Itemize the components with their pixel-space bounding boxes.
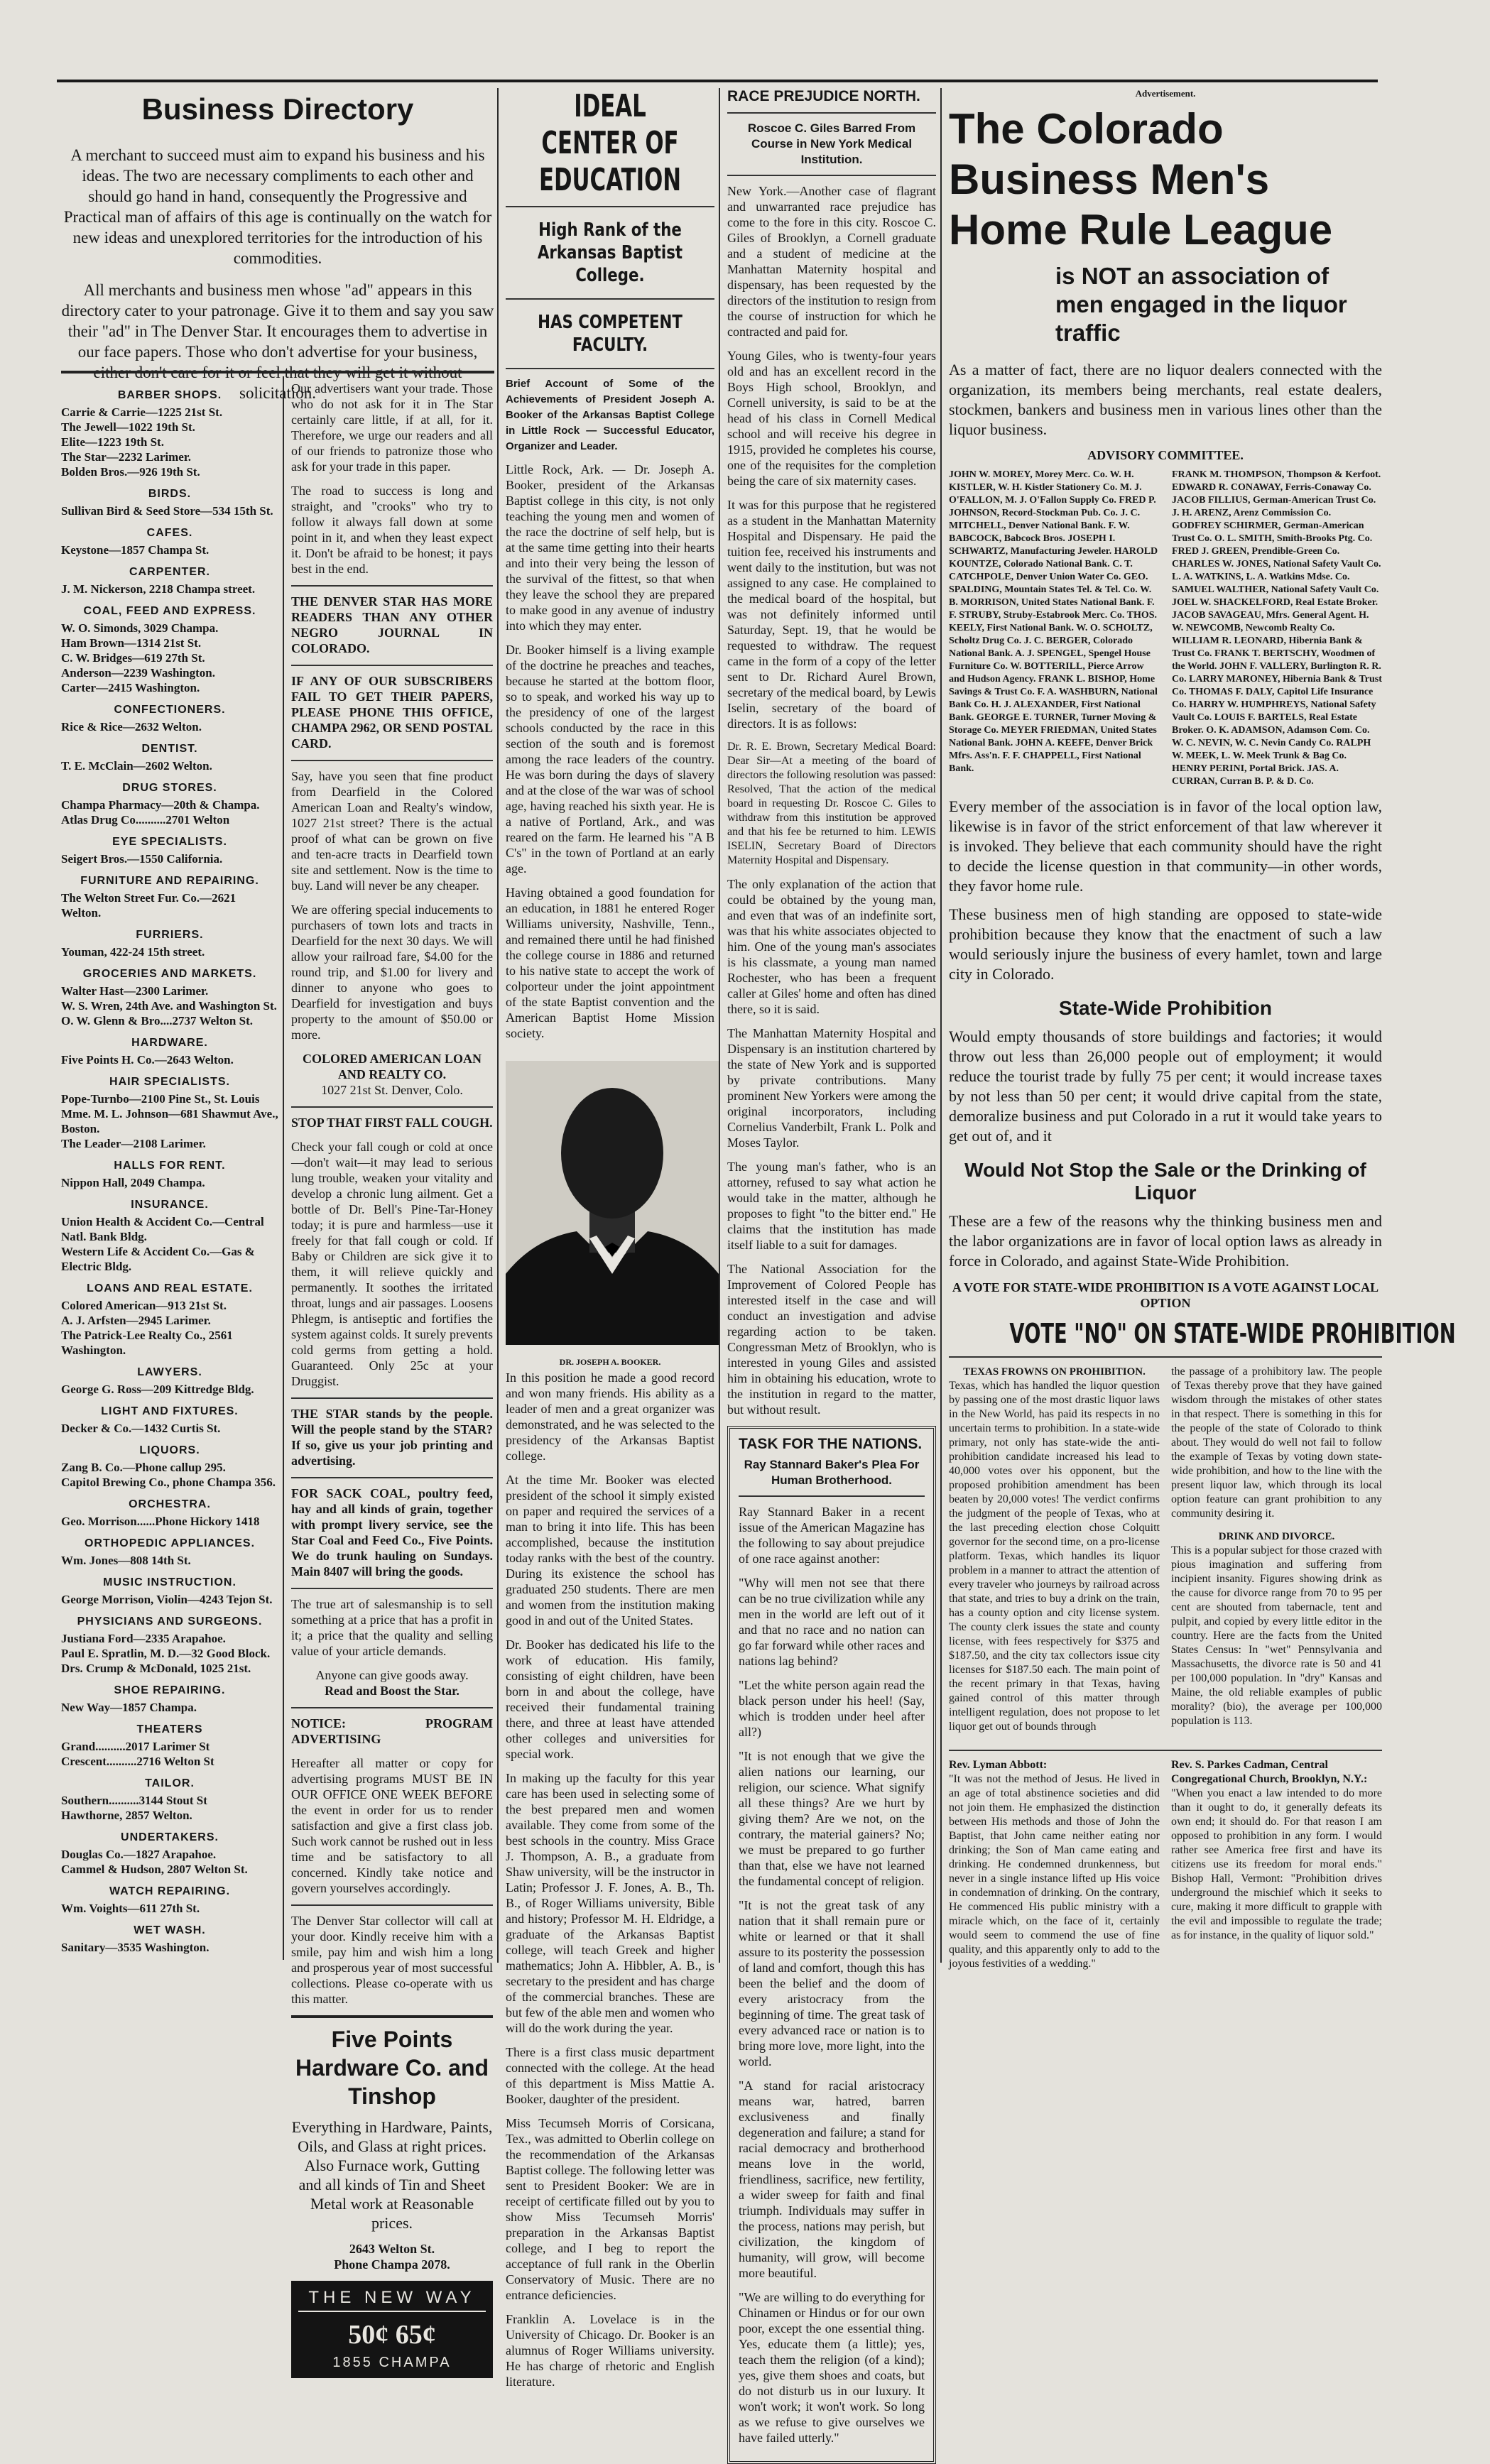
article-paragraph: It was for this purpose that he registered as a student in the Manhattan Maternity Hospital and Dispensary. He paid the tuition fee, received his instruments and went daily to the institution, but was not assigned to any case. He complained to the medical board of the hospital, but was not definitely informed until Saturday, Sept. 19, that he would be requested to withdraw. The request came in the form of a copy of the letter sent to Dr. Richard Aurel Brown, secretary of the medical board, by Lewis Iselin, secretary of the board of directors. It is as follows: [727, 498, 936, 731]
race-prejudice-column [727, 88, 936, 2445]
ideal-center-deck: Brief Account of Some of the Achievements of President Joseph A. Booker of the Arkansas Baptist College in Little Rock — Successful Educator, Organizer and Leader. [506, 378, 714, 452]
directory-entry: Walter Hast—2300 Larimer. [61, 984, 209, 998]
directory-entry: The Star—2232 Larimer. [61, 450, 192, 464]
new-way-prices: 50¢ 65¢ [348, 2320, 436, 2350]
notice-salesmanship: The true art of salesmanship is to sell something at a price that has a profit in it; a price that the quality and selling value of your article demands. [291, 1597, 493, 1658]
directory-category: PHYSICIANS AND SURGEONS. [77, 1615, 263, 1628]
divider [291, 1397, 493, 1399]
directory-category: ORTHOPEDIC APPLIANCES. [84, 1537, 256, 1549]
booker-portrait [506, 1061, 719, 1345]
business-directory-title: Business Directory [141, 92, 414, 126]
cough-body: Check your fall cough or cold at once—don't wait—it may lead to serious lung trouble, weaken your vitality and develop a chronic lung ailment. Get a bottle of Dr. Bell's Pine-Tar-Honey today; it is pure and harmless—use it freely for that fall cough or cold. If Baby or Children are sick give it to them, it will relieve quickly and permanently. It soothes the irritated throat, lungs and air passages. Loosens Phlegm, is antiseptic and fortifies the system against colds. It surely prevents cold germs from getting a hold. Guaranteed. Only 25c at your Druggist. [291, 1140, 493, 1388]
directory-entry: Capitol Brewing Co., phone Champa 356. [61, 1476, 276, 1489]
directory-entry: New Way—1857 Champa. [61, 1701, 197, 1714]
would-not-stop-heading: Would Not Stop the Sale or the Drinking of Liquor [964, 1159, 1366, 1204]
article-paragraph: There is a first class music department connected with the college. At the head of this department is Miss Mattie A. Booker, daughter of the president. [506, 2045, 714, 2106]
cadman-title: Rev. S. Parkes Cadman, Central Congregational Church, Brooklyn, N.Y.: [1171, 1759, 1368, 1785]
ideal-center-headline: IDEAL CENTER OF EDUCATION [538, 88, 682, 198]
directory-entry: J. M. Nickerson, 2218 Champa street. [61, 582, 256, 596]
directory-category: CONFECTIONERS. [114, 704, 226, 716]
abbott-title: Rev. Lyman Abbott: [949, 1759, 1048, 1771]
article-paragraph: At the time Mr. Booker was elected president of the school it simply existed on paper and required the services of a man to bring it into life. This has been accomplished, because the institution today ranks with the best of the country. During its existence the school has graduated 250 students. There are men and women from the institution making good in and out of the United States. [506, 1473, 714, 1628]
ideal-center-subhead-2: HAS COMPETENT FACULTY. [538, 312, 683, 356]
new-way-title: THE NEW WAY [298, 2288, 486, 2312]
reasons-body: These are a few of the reasons why the thinking business men and the labor organizations are in favor of local option laws as already in force in Colorado, and against State-Wide Prohibition. [949, 1212, 1382, 1270]
directory-category: CAFES. [146, 527, 193, 539]
clergy-quotes [949, 1758, 1382, 1980]
five-points-address: 2643 Welton St. [349, 2242, 435, 2256]
article-paragraph: Little Rock, Ark. — Dr. Joseph A. Booker, president of the Arkansas Baptist college in this city, is not only teaching the young men and women of the race the doctrine of self help, but is at the same time getting into their hearts and into their very being the lesson of the survival of the fittest, so that when they leave the school they are prepared to make good in any avenue of industry into which they may enter. [506, 462, 714, 633]
drink-divorce-body: This is a popular subject for those crazed with pious imagination and suffering from incipient insanity. Figures showing drink as the cause for divorce range from 70 to 95 per cent are shouted from tabernacle, tent and pulpit, and copied by every little editor in the country. Here are the facts from the United States Census: In "wet" Pennsylvania and Massachusetts, the divorce rate is 50 and 41 per 100,000 population. In "dry" Kansas and Maine, the old reliable examples of public morality? (bio), the average per 100,000 population is 113. [1171, 1544, 1382, 1727]
task-for-nations-title: TASK FOR THE NATIONS. [739, 1436, 923, 1452]
notice-road-to-success: The road to success is long and straight, and "crooks" who try to follow it always fall down at some point in it, and when they least expect it. Don't be afraid to be honest; it pays best in the end. [291, 484, 493, 576]
directory-entry: Colored American—913 21st St. [61, 1299, 227, 1312]
directory-category: BIRDS. [148, 488, 192, 500]
directory-entry: Grand..........2017 Larimer St [61, 1740, 210, 1753]
directory-category: WATCH REPAIRING. [109, 1885, 231, 1897]
article-paragraph: Young Giles, who is twenty-four years old and has an excellent record in the Boys High school, Brooklyn, and Cornell university, is said to be at the head of his class in Cornell Medical school and will receive his degree in 1915, provided he completes his course, one of the requisites for the completion being the care of six maternity cases. [727, 349, 936, 488]
texas-body-2: the passage of a prohibitory law. The people of Texas thereby prove that they have gained wisdom through the mistakes of other states in that respect. There is something in this for the people of the state of Colorado to think about. They would do well not fail to follow the example of Texas by voting down state-wide prohibition, and how to the line with the present liquor law, which through its local option feature can grant prohibition to any community desiring it. [1171, 1365, 1382, 1520]
texas-title: TEXAS FROWNS ON PROHIBITION. [963, 1366, 1146, 1378]
cadman-quote [1171, 1758, 1382, 1980]
texas-section [949, 1365, 1382, 1743]
column-divider [283, 376, 284, 1960]
directory-entry: The Welton Street Fur. Co.—2621 Welton. [61, 891, 236, 920]
directory-entry: Douglas Co.—1827 Arapahoe. [61, 1848, 217, 1861]
directory-category: HARDWARE. [131, 1037, 208, 1049]
directory-category: MUSIC INSTRUCTION. [103, 1576, 236, 1588]
directory-entry: Zang B. Co.—Phone callup 295. [61, 1461, 226, 1474]
directory-category: BARBER SHOPS. [117, 389, 222, 401]
race-prejudice-deck: Roscoe C. Giles Barred From Course in New York Medical Institution. [747, 121, 916, 166]
state-wide-prohibition-heading: State-Wide Prohibition [1059, 997, 1272, 1019]
divider [739, 1495, 925, 1497]
notice-subscribers: IF ANY OF OUR SUBSCRIBERS FAIL TO GET THEIR PAPERS, PLEASE PHONE THIS OFFICE, CHAMPA 2962, OR SEND POSTAL CARD. [291, 674, 493, 751]
portrait-caption: DR. JOSEPH A. BOOKER. [559, 1357, 661, 1367]
notice-advertisers: Our advertisers want your trade. Those who do not ask for it in The Star certainly care little, if at all, for it. Therefore, we urge our readers and all of our friends to patronize those who ask for your trade in this paper. [291, 381, 493, 474]
top-rule [57, 80, 1378, 82]
divider [949, 1750, 1382, 1751]
article-paragraph: Dr. Booker has dedicated his life to the work of education. His family, consisting of eight children, have been born in and about the college, have received their fundamental training there, and three at least have attended other colleges and universities for special work. [506, 1637, 714, 1761]
divider [727, 112, 936, 114]
vote-no-heading: VOTE "NO" ON STATE-WIDE PROHIBITION [1009, 1318, 1456, 1349]
divider [727, 175, 936, 176]
notice-readers: THE DENVER STAR HAS MORE READERS THAN ANY OTHER NEGRO JOURNAL IN COLORADO. [291, 594, 493, 655]
notice-boost: Read and Boost the Star. [325, 1684, 459, 1698]
column-divider [719, 88, 720, 1963]
advisory-committee-list [949, 469, 1382, 788]
committee-left: JOHN W. MOREY, Morey Merc. Co. W. H. KISTLER, W. H. Kistler Stationery Co. M. J. O'FALLON, M. J. O'Fallon Supply Co. FRED P. JOHNSON, Record-Stockman Pub. Co. J. C. MITCHELL, Denver National Bank. F. W. BABCOCK, Babcock Bros. JOSEPH I. SCHWARTZ, Manufacturing Jeweler. HAROLD KOUNTZE, Colorado National Bank. C. T. CATCHPOLE, Denver Union Water Co. GEO. SPALDING, Mountain States Tel. & Tel. Co. W. B. MORRISON, United States National Bank. F. F. STRUBY, Struby-Estabrook Merc. Co. THOS. KEELY, First National Bank. W. O. SCHOLTZ, Scholtz Drug Co. J. C. BERGER, Colorado National Bank. A. J. SPENGEL, Spengel House Furniture Co. W. BOTTERILL, Pierce Arrow and Hudson Agency. FRANK L. BISHOP, Home Savings & Trust Co. F. A. WASHBURN, National Bank Co. H. J. ALEXANDER, First National Bank. GEORGE E. TURNER, Turner Moving & Storage Co. MEYER FRIEDMAN, United States National Bank. JOHN A. KEEFE, Denver Brick Mfrs. Ass'n. F. F. CHAPPELL, First National Bank. [949, 469, 1158, 774]
loan-company-name: COLORED AMERICAN LOAN AND REALTY CO. [302, 1052, 482, 1081]
colorado-league-ad [949, 88, 1456, 1970]
task-for-nations-deck: Ray Stannard Baker's Plea For Human Brotherhood. [744, 1458, 920, 1487]
notice-give-away: Anyone can give goods away. [315, 1668, 469, 1682]
colorado-league-title: The Colorado Business Men's Home Rule League [949, 105, 1333, 254]
race-prejudice-title: RACE PREJUDICE NORTH. [727, 88, 920, 104]
directory-entry: Hawthorne, 2857 Welton. [61, 1809, 192, 1822]
state-wide-prohibition-body: Would empty thousands of store buildings and factories; it would throw out less than 26,000 people out of employment; it would reduce the tourist trade by fully 75 per cent; it would increase taxes by not less than 50 per cent; it would drive capital from the state, demoralize business and put Colorado in a rut it would take years to get out of, and it [949, 1027, 1382, 1145]
directory-entry: Ham Brown—1314 21st St. [61, 636, 202, 650]
directory-entry: The Patrick-Lee Realty Co., 2561 Washington. [61, 1329, 233, 1357]
directory-category: HALLS FOR RENT. [114, 1160, 226, 1172]
directory-entry: Crescent..........2716 Welton St [61, 1755, 214, 1768]
directory-category: LOANS AND REAL ESTATE. [87, 1282, 253, 1294]
notice-sack-coal: FOR SACK COAL, poultry feed, hay and all kinds of grain, together with prompt livery service, see the Star Coal and Feed Co., Five Points. We do trunk hauling on Sundays. Main 8407 will bring the goods. [291, 1486, 493, 1579]
directory-entry: Decker & Co.—1432 Curtis St. [61, 1422, 221, 1435]
directory-entry: C. W. Bridges—619 27th St. [61, 651, 205, 665]
article-paragraph: Having obtained a good foundation for an education, in 1881 he entered Roger Williams university, Nashville, Tenn., and remained there until he had finished the college course in 1886 and returned to his native state to accept the work of colporteur under the joint appointment of the state Baptist convention and the American Baptist Home Mission society. [506, 885, 714, 1040]
directory-category: GROCERIES AND MARKETS. [82, 968, 257, 980]
directory-entry: Atlas Drug Co..........2701 Welton [61, 813, 230, 827]
article-paragraph: The Manhattan Maternity Hospital and Dispensary is an institution chartered by the state of New York and is supported by private contributions. Many prominent New Yorkers were among the original incorporators, including Cornelius Vanderbilt, Frank L. Polk and Moses Taylor. [727, 1026, 936, 1150]
divider [291, 1588, 493, 1589]
divider [291, 665, 493, 666]
directory-entry: Carrie & Carrie—1225 21st St. [61, 405, 223, 419]
five-points-hardware-ad [291, 2025, 493, 2272]
directory-entry: Paul E. Spratlin, M. D.—32 Good Block. [61, 1647, 271, 1660]
directory-entry: George Morrison, Violin—4243 Tejon St. [61, 1593, 273, 1606]
article-paragraph: "Why will men not see that there can be no true civilization while any men in the world are left out of it and that no race and no nation can go far forward while other races and nations lag behind? [739, 1576, 925, 1668]
directory-category: TAILOR. [145, 1777, 195, 1789]
notice-star-stands: THE STAR stands by the people. Will the people stand by the STAR? If so, give us your job printing and advertising. [291, 1407, 493, 1468]
directory-category: LIGHT AND FIXTURES. [101, 1405, 239, 1417]
column-divider [497, 88, 499, 1963]
article-paragraph: Miss Tecumseh Morris of Corsicana, Tex., was admitted to Oberlin college on the recommendation of the Arkansas Baptist college. The following letter was sent to President Booker: We are in receipt of certificate filled out by you to show Miss Tecumseh Morris' preparation in the Arkansas Baptist college, and I beg to report the acceptance of full rank in the Oberlin Conservatory of Music. There are no entrance deficiencies. [506, 2116, 714, 2302]
directory-entry: George G. Ross—209 Kittredge Bldg. [61, 1383, 254, 1396]
new-way-address: 1855 CHAMPA [332, 2355, 452, 2370]
divider [291, 1707, 493, 1708]
article-paragraph: "It is not the great task of any nation that it shall remain pure or white or learned or that it shall assure to its posterity the possession of land and comfort, though this has been the belief and the doom of every aristocracy from the beginning of time. The great task of every advanced race or nation is to bring more love, more light, into the world. [739, 1898, 925, 2068]
new-way-ad [291, 2281, 493, 2378]
directory-category: HAIR SPECIALISTS. [109, 1076, 230, 1088]
colorado-league-subtitle: is NOT an association of men engaged in the liquor traffic [1055, 263, 1347, 346]
directory-entry: Southern..........3144 Stout St [61, 1794, 207, 1807]
directory-intro: A merchant to succeed must aim to expand his business and his ideas. The two are necessary compliments to each other and should go hand in hand, consequently the Progressive and Practical man of affairs of this age is continually on the watch for new ideas and unexplored territories for the introduction of his commodities. [63, 146, 492, 267]
directory-category: SHOE REPAIRING. [114, 1684, 226, 1696]
directory-category: COAL, FEED AND EXPRESS. [83, 605, 256, 617]
directory-category: CARPENTER. [129, 566, 210, 578]
directory-entry: Drs. Crump & McDonald, 1025 21st. [61, 1662, 251, 1675]
directory-category: FURNITURE AND REPAIRING. [80, 875, 259, 887]
directory-entry: Rice & Rice—2632 Welton. [61, 720, 202, 734]
directory-category: THEATERS [136, 1723, 203, 1735]
divider [291, 1477, 493, 1478]
five-points-name: Five Points Hardware Co. and Tinshop [295, 2027, 489, 2109]
loan-company-address: 1027 21st St. Denver, Colo. [321, 1083, 463, 1097]
program-advertising-body: Hereafter all matter or copy for advertising programs MUST BE IN OUR OFFICE ONE WEEK BEFORE the event in order for us to render satisfaction and give a first class job. Such work cannot be rushed out in less time and be satisfactory to all concerned. Kindly take notice and govern yourselves accordingly. [291, 1756, 493, 1895]
directory-category: INSURANCE. [131, 1199, 209, 1211]
directory-rule [61, 371, 494, 374]
directory-entry: Elite—1223 19th St. [61, 435, 164, 449]
advisory-committee-title: ADVISORY COMMITTEE. [1087, 448, 1244, 462]
vote-notice: A VOTE FOR STATE-WIDE PROHIBITION IS A VOTE AGAINST LOCAL OPTION [952, 1280, 1379, 1310]
divider [506, 368, 714, 369]
article-paragraph: The only explanation of the action that could be obtained by the young man, and even that was of an indefinite sort, was that his white associates objected to him. One of the young man's associates is his classmate, a young man named Rochester, who has been a frequent caller at Giles' home and often has dined there, so it is said. [727, 877, 936, 1016]
article-paragraph: In making up the faculty for this year care has been used in selecting some of the best prepared men and women available. They come from some of the best schools in the country. Miss Grace J. Thompson, A. B., a graduate from Shaw university, will be the instructor in Latin; Professor J. F. Jones, A. B., Th. B., of Roger Williams university, Bible and history; Professor M. H. Eldridge, a graduate of the Arkansas Baptist college, will teach Greek and higher mathematics; John A. Hibbler, A. B., is secretary to the president and has charge of the commercial branches. These are but few of the able men and women who will do the work during the year. [506, 1771, 714, 2035]
directory-category: FURRIERS. [136, 929, 204, 941]
article-paragraph: The young man's father, who is an attorney, refused to say what action he would take in the matter, although he proposes to fight "to the bitter end." He claims that the institution has made itself liable to a suit for damages. [727, 1160, 936, 1252]
task-for-nations-box [727, 1426, 936, 2464]
directory-category: ORCHESTRA. [129, 1498, 211, 1510]
article-paragraph: "It is not enough that we give the alien nations our learning, our religion, our science. What signify all these things? Are we hurt by giving them? Are we not, on the contrary, the material gainers? No; we must be prepared to go further than that, else we have not learned the fundamental concept of religion. [739, 1749, 925, 1888]
notice-dearfield: Say, have you seen that fine product from Dearfield in the Colored American Loan and Realty's window, 1027 21st street? There is the actual proof of what can be grown on five and ten-acre tracts in Dearfield town site and settlement. Now is the time to buy. Land will never be any cheaper. [291, 769, 493, 893]
divider [291, 2015, 493, 2018]
directory-entry: Five Points H. Co.—2643 Welton. [61, 1053, 234, 1067]
article-paragraph: New York.—Another case of flagrant and unwarranted race prejudice has come to the fore in this city. Roscoe C. Giles of Brooklyn, a Cornell graduate and a student of medicine at the Manhattan Maternity hospital and dispensary, has been requested by the directors of the institution to resign from the course of instruction for which he contracted and paid for. [727, 184, 936, 339]
divider [291, 1904, 493, 1906]
article-paragraph: Dr. Booker himself is a living example of the doctrine he preaches and teaches, because he started at the bottom floor, so to speak, and worked his way up to the presidency of one of the largest schools conducted by the race in this section of the south and is foremost among the race leaders of the country. He was born during the days of slavery and at the close of the war was of school age, having reached his sixth year. He is a native of Portland, Ark., and was reared on the farm. He learned his "A B C's" in the town of Portland at an early age. [506, 643, 714, 876]
board-letter: Dr. R. E. Brown, Secretary Medical Board: Dear Sir—At a meeting of the board of directors the following resolution was passed: Resolved, That the action of the medical board in requesting Dr. Roscoe C. Giles to withdraw from this institution be approved and that his fee be returned to him. LEWIS ISELIN, Secretary Board of Directors Maternity Hospital and Dispensary. [727, 741, 936, 866]
directory-entry: Mme. M. L. Johnson—681 Shawmut Ave., Boston. [61, 1107, 278, 1135]
directory-entry: Wm. Jones—808 14th St. [61, 1554, 191, 1567]
directory-entry: Union Health & Accident Co.—Central Natl. Bank Bldg. [61, 1215, 264, 1243]
directory-entry: A. J. Arfsten—2945 Larimer. [61, 1314, 211, 1327]
divider [949, 1356, 1382, 1358]
directory-entry: Nippon Hall, 2049 Champa. [61, 1176, 205, 1189]
divider [506, 206, 714, 207]
advertisement-label: Advertisement. [1135, 88, 1196, 99]
directory-entry: Anderson—2239 Washington. [61, 666, 215, 680]
business-directory-header [61, 88, 494, 415]
abbott-body: "It was not the method of Jesus. He lived in an age of total abstinence societies and did not join them. He emphasized the distinction between His methods and those of John the Baptist, that John came neither eating nor drinking; the Son of Man came eating and drinking. He condemned drunkenness, but never in a single instance lifted up His voice in condemnation of drinking. On the contrary, He commenced His public ministry with a miracle which, on the face of it, certainly would seem to commend the use of fine quality, and this apparently only to add to the joyous festivities of a wedding." [949, 1773, 1160, 1970]
directory-entry: The Jewell—1022 19th St. [61, 420, 195, 434]
article-paragraph: Franklin A. Lovelace is in the University of Chicago. Dr. Booker is an alumnus of Roger Williams university. He has charge of rhetoric and English literature. [506, 2312, 714, 2389]
ideal-center-article [506, 88, 714, 2389]
texas-left [949, 1365, 1160, 1743]
directory-category: UNDERTAKERS. [121, 1831, 219, 1843]
ideal-center-subhead: High Rank of the Arkansas Baptist College. [537, 219, 683, 286]
league-local-option: Every member of the association is in favor of the local option law, likewise is in favor of the strict enforcement of that law wherever it is invoked. They believe that each community should have the right to decide the license question in that community—in other words, they favor home rule. [949, 797, 1382, 895]
league-opposition: These business men of high standing are opposed to state-wide prohibition because they know that the enactment of such a law would seriously injure the business of every hamlet, town and large city in Colorado. [949, 905, 1382, 983]
directory-category: DENTIST. [141, 743, 198, 755]
cadman-body: "When you enact a law intended to do more than it ought to do, it generally defeats its own end; it should do. For that reason I am opposed to prohibition in any form. I would rather see America free first and have its citizens use its freedom for moral ends." Bishop Hall, Vermont: "Prohibition drives underground the mischief which it seeks to cure, making it more difficult to grapple with the evil and impossible to regulate the trade; as for instance, in the quality of liquor sold." [1171, 1787, 1382, 1941]
article-paragraph: Ray Stannard Baker in a recent issue of the American Magazine has the following to say about prejudice of one race against another: [739, 1505, 925, 1566]
directory-category: LIQUORS. [139, 1444, 200, 1456]
directory-entry: Carter—2415 Washington. [61, 681, 200, 694]
divider [291, 760, 493, 761]
league-intro: As a matter of fact, there are no liquor dealers connected with the organization, its members being merchants, real estate dealers, stockmen, bankers and business men in various lines other than the liquor business. [949, 361, 1382, 438]
directory-entry: Geo. Morrison......Phone Hickory 1418 [61, 1515, 260, 1528]
directory-entry: Western Life & Accident Co.—Gas & Electric Bldg. [61, 1245, 255, 1273]
column-divider [940, 88, 942, 1963]
five-points-body: Everything in Hardware, Paints, Oils, and Glass at right prices. Also Furnace work, Gutting and all kinds of Tin and Sheet Metal work at Reasonable prices. [291, 2118, 493, 2232]
notice-collector: The Denver Star collector will call at your door. Kindly receive him with a smile, pay him and wish him a long and prosperous year of most successful collections. Please co-operate with us this matter. [291, 1914, 493, 2006]
directory-entry: Youman, 422-24 15th street. [61, 945, 205, 959]
directory-entry: Wm. Voights—611 27th St. [61, 1902, 200, 1915]
directory-entry: Cammel & Hudson, 2807 Welton St. [61, 1863, 248, 1876]
directory-entry: T. E. McClain—2602 Welton. [61, 759, 212, 773]
program-advertising-heading: NOTICE: PROGRAM ADVERTISING [291, 1716, 493, 1746]
directory-entry: Sullivan Bird & Seed Store—534 15th St. [61, 504, 273, 518]
divider [291, 585, 493, 587]
five-points-phone: Phone Champa 2078. [334, 2257, 450, 2272]
directory-category: WET WASH. [134, 1924, 206, 1936]
directory-intro: All merchants and business men whose "ad" appears in this directory cater to your patronage. Give it to them and say you saw their "ad" in The Denver Star. It encourages them to advertise in our face papers. Those who don't advertise for your business, solicitation. [61, 281, 494, 402]
directory-entry: The Leader—2108 Larimer. [61, 1137, 206, 1150]
directory-category: DRUG STORES. [122, 782, 217, 794]
texas-body: Texas, which has handled the liquor question by passing one of the most drastic liquor laws in the New World, has paid its respects in no uncertain terms to prohibition. In a state-wide primary, not only has state-wide the anti-prohibition candidate increased his lead to 40,000 votes over his opponent, but the proposed prohibition amendment has been beaten by 20,000 votes! The verdict confirms the judgment of the people of Texas, who at the last preceding election chose Colquitt governor for the second time, on a pro-license platform. Texas, which handles its liquor problem in a manner to attract the attention of every traveler who journeys by railroad across that state, and tries to buy a drink on the train, has a county option and city license system. The county clerk issues the state and county license, with fees respectively for $375 and $187.50, and the city tax collectors issue city licenses for $187.50 each. The main point of the recent primary in that Texas, having gained control of this matter through intelligent regulation, does not propose to let liquor get out of bounds through [949, 1380, 1160, 1733]
directory-entry: Champa Pharmacy—20th & Champa. [61, 798, 260, 812]
directory-entry: Justiana Ford—2335 Arapahoe. [61, 1632, 226, 1645]
directory-entry: Bolden Bros.—926 19th St. [61, 465, 200, 479]
divider [291, 1106, 493, 1108]
article-paragraph: "A stand for racial aristocracy means war, hatred, barren exclusiveness and finally degeneration and failure; a stand for racial democracy and brotherhood means love in the world, friendliness, sacrifice, new fertility, a wider sweep for faith and final triumph. Individuals may suffer in the process, nations may perish, but civilization, the kingdom of humanity, will grow, will become more beautiful. [739, 2078, 925, 2280]
committee-right: FRANK M. THOMPSON, Thompson & Kerfoot. EDWARD R. CONAWAY, Ferris-Conaway Co. JACOB FILLIUS, German-American Trust Co. J. H. ARENZ, Arenz Commission Co. GODFREY SCHIRMER, German-American Trust Co. O. L. SMITH, Smith-Brooks Ptg. Co. FRED J. GREEN, Prendible-Green Co. CHARLES W. JONES, National Safety Vault Co. L. A. WATKINS, L. A. Watkins Mdse. Co. SAMUEL WALTHER, National Safety Vault Co. JOEL W. SHACKELFORD, Real Estate Broker. JACOB SAVAGEAU, Mfrs. General Agent. H. W. NEWCOMB, Newcomb Realty Co. WILLIAM R. LEONARD, Hibernia Bank & Trust Co. FRANK T. BERTSCHY, Woodmen of the World. JOHN F. VALLERY, Burlington R. R. Co. LARRY MARONEY, Hibernia Bank & Trust Co. THOMAS F. DALY, Capitol Life Insurance Co. HARRY W. HUMPHREYS, National Safety Vault Co. LOUIS F. BARTELS, Real Estate Broker. O. K. ADAMSON, Adamson Com. Co. W. C. NEVIN, W. C. Nevin Candy Co. RALPH W. MEEK, L. W. Meek Trunk & Bag Co. HENRY PERINI, Portal Brick. JAS. A. CURRAN, Curran B. P. & D. Co. [1172, 469, 1382, 787]
directory-listings [61, 381, 278, 1964]
directory-entry: O. W. Glenn & Bro....2737 Welton St. [61, 1014, 253, 1027]
directory-entry: W. S. Wren, 24th Ave. and Washington St. [61, 999, 277, 1013]
directory-entry: Sanitary—3535 Washington. [61, 1941, 210, 1954]
notice-dearfield-offer: We are offering special inducements to purchasers of town lots and tracts in Dearfield for the next 30 days. We will allow your railroad fare, $4.00 for the round trip, and $1.00 for livery and dinner to anyone who goes to Dearfield for investigation and buys property to the amount of $50.00 or more. [291, 903, 493, 1042]
directory-category: EYE SPECIALISTS. [112, 836, 227, 848]
directory-entry: W. O. Simonds, 3029 Champa. [61, 621, 219, 635]
texas-right [1171, 1365, 1382, 1743]
abbott-quote [949, 1758, 1160, 1980]
directory-entry: Seigert Bros.—1550 California. [61, 852, 223, 866]
directory-category: LAWYERS. [137, 1366, 202, 1378]
article-paragraph: "We are willing to do everything for Chinamen or Hindus or for our own poor, except the one essential thing. Yes, educate them (a little); yes, teach them the religion (of a kind); yes, give them shoes and coats, but do not disturb us in our luxury. It won't work; it won't work. So long as we refuse to give ourselves we have failed utterly." [739, 2290, 925, 2445]
article-paragraph: The National Association for the Improvement of Colored People has interested itself in the case and will conduct an investigation and advise regarding action to be taken. Congressman Metz of Brooklyn, who is interested in young Giles and assisted him in obtaining his education, wrote to the institution in regard to the matter, but without result. [727, 1262, 936, 1417]
article-paragraph: In this position he made a good record and won many friends. His ability as a leader of men and a great organizer was demonstrated, and he was selected to the presidency of the Arkansas Baptist college. [506, 1370, 714, 1463]
directory-entry: Pope-Turnbo—2100 Pine St., St. Louis [61, 1092, 260, 1106]
directory-entry: Keystone—1857 Champa St. [61, 543, 210, 557]
notices-column [291, 381, 493, 2370]
article-paragraph: "Let the white person again read the black person under his heel! (Say, which is trodden under heel after all?) [739, 1678, 925, 1739]
divider [506, 298, 714, 300]
drink-divorce-title: DRINK AND DIVORCE. [1218, 1531, 1335, 1542]
cough-heading: STOP THAT FIRST FALL COUGH. [291, 1116, 493, 1130]
